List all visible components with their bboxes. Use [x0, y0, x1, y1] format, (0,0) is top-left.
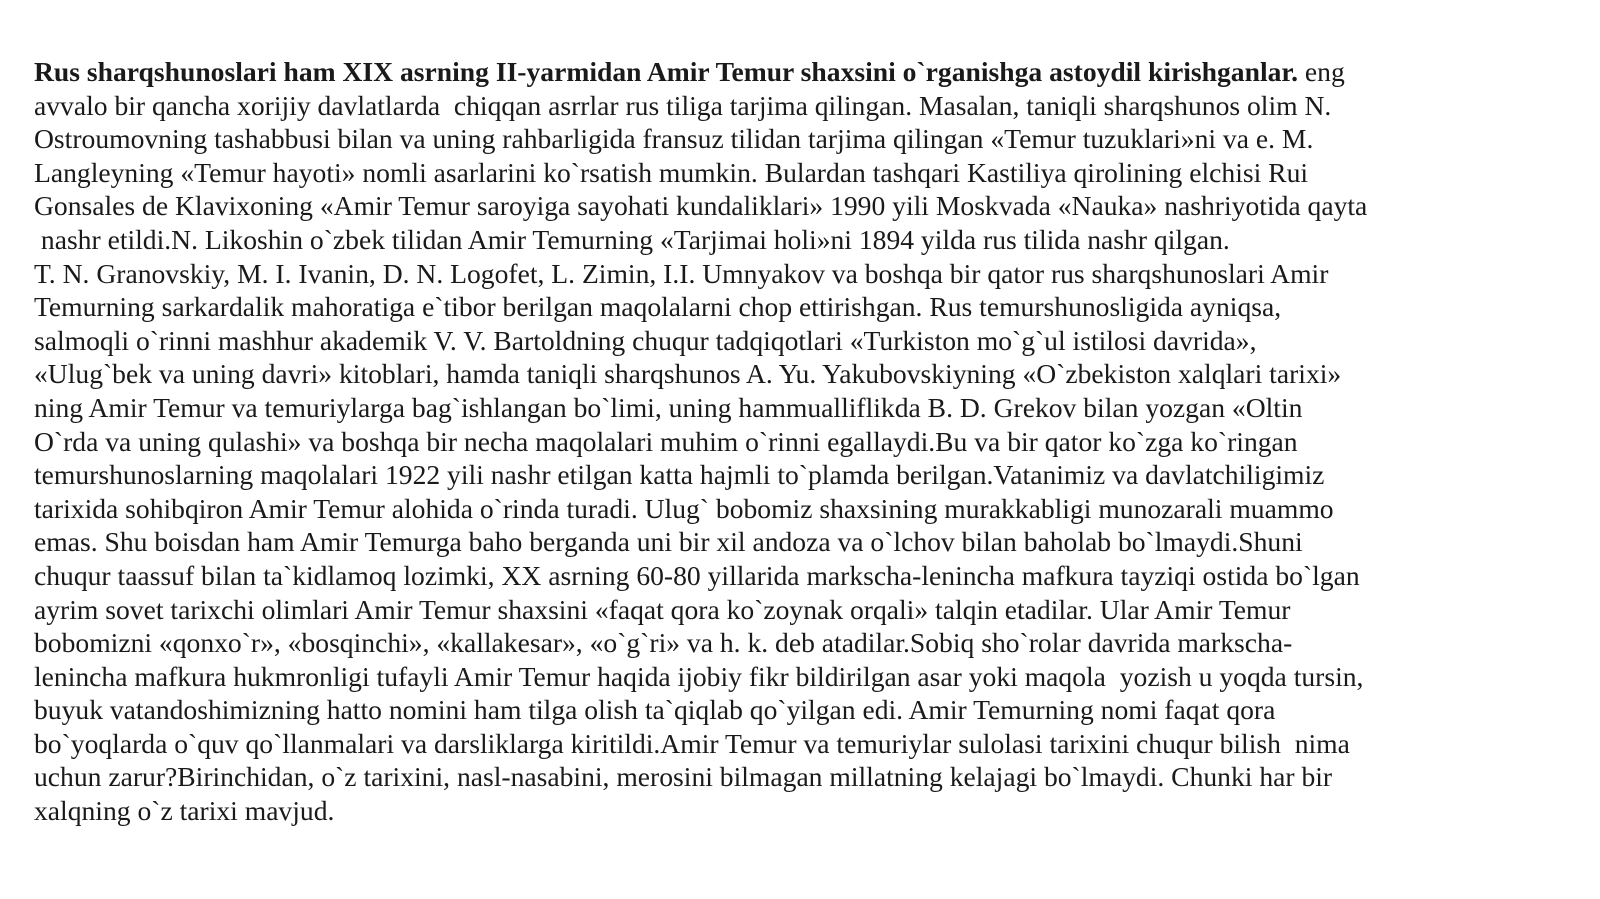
lead-continuation: eng: [1298, 56, 1345, 87]
text-line-2: avvalo bir qancha xorijiy davlatlarda chiqqan asrrlar rus tiliga tarjima qilingan. Masalan, taniqli sharqshunos olim N.: [34, 89, 1332, 121]
text-line-20: buyuk vatandoshimizning hatto nomini ham tilga olish ta`qiqlab qo`yilgan edi. Amir Temurning nomi faqat qora: [34, 694, 1276, 726]
text-line-6: nashr etildi.N. Likoshin o`zbek tilidan Amir Temurning «Tarjimai holi»ni 1894 yilda rus tilida nashr qilgan.: [34, 223, 1230, 255]
lead-sentence: Rus sharqshunoslari ham XIX asrning II-yarmidan Amir Temur shaxsini o`rganishga astoydil kirishganlar.: [34, 56, 1299, 87]
document-body: [34, 55, 1544, 828]
text-line-17: ayrim sovet tarixchi olimlari Amir Temur shaxsini «faqat qora ko`zoynak orqali» talqin etadilar. Ular Amir Temur: [34, 593, 1291, 625]
text-line-22: uchun zarur?Birinchidan, o`z tarixini, nasl-nasabini, merosini bilmagan millatning kelajagi bo`lmaydi. Chunki har bir: [34, 761, 1333, 793]
text-line-18: bobomizni «qonxo`r», «bosqinchi», «kallakesar», «o`g`ri» va h. k. deb atadilar.Sobiq sho`rolar davrida markscha-: [34, 627, 1293, 659]
text-line-23: xalqning o`z tarixi mavjud.: [34, 795, 335, 827]
text-line-4: Langleyning «Temur hayoti» nomli asarlarini ko`rsatish mumkin. Bulardan tashqari Kastiliya qirolining elchisi Rui: [34, 156, 1309, 188]
text-line-14: tarixida sohibqiron Amir Temur alohida o`rinda turadi. Ulug` bobomiz shaxsining murakkabligi munozarali muammo: [34, 492, 1334, 524]
text-line-1: [34, 55, 1544, 89]
text-line-3: Ostroumovning tashabbusi bilan va uning rahbarligida fransuz tilidan tarjima qilingan «Temur tuzuklari»ni va e. M.: [34, 123, 1314, 155]
text-line-15: emas. Shu boisdan ham Amir Temurga baho berganda uni bir xil andoza va o`lchov bilan baholab bo`lmaydi.Shuni: [34, 526, 1303, 558]
text-line-10: «Ulug`bek va uning davri» kitoblari, hamda taniqli sharqshunos A. Yu. Yakubovskiyning «O`zbekiston xalqlari tarixi»: [34, 358, 1342, 390]
text-line-9: salmoqli o`rinni mashhur akademik V. V. Bartoldning chuqur tadqiqotlari «Turkiston mo`g`ul istilosi davrida»,: [34, 324, 1257, 356]
text-line-19: lenincha mafkura hukmronligi tufayli Amir Temur haqida ijobiy fikr bildirilgan asar yoki maqola yozish u yoqda tursin,: [34, 660, 1364, 692]
text-line-5: Gonsales de Klavixoning «Amir Temur saroyiga sayohati kundaliklari» 1990 yili Moskvada «Nauka» nashriyotida qayta: [34, 190, 1368, 222]
text-line-8: Temurning sarkardalik mahoratiga e`tibor berilgan maqolalarni chop ettirishgan. Rus temurshunosligida ayniqsa,: [34, 291, 1282, 323]
text-line-16: chuqur taassuf bilan ta`kidlamoq lozimki, XX asrning 60-80 yillarida markscha-lenincha mafkura tayziqi ostida bo`lgan: [34, 559, 1360, 591]
text-line-11: ning Amir Temur va temuriylarga bag`ishlangan bo`limi, uning hammualliflikda B. D. Grekov bilan yozgan «Oltin: [34, 391, 1303, 423]
text-line-7: T. N. Granovskiy, M. I. Ivanin, D. N. Logofet, L. Zimin, I.I. Umnyakov va boshqa bir qator rus sharqshunoslari Amir: [34, 257, 1329, 289]
text-line-12: O`rda va uning qulashi» va boshqa bir necha maqolalari muhim o`rinni egallaydi.Bu va bir qator ko`zga ko`ringan: [34, 425, 1298, 457]
text-line-21: bo`yoqlarda o`quv qo`llanmalari va darsliklarga kiritildi.Amir Temur va temuriylar sulolasi tarixini chuqur bilish nima: [34, 727, 1350, 759]
text-line-13: temurshunoslarning maqolalari 1922 yili nashr etilgan katta hajmli to`plamda berilgan.Vatanimiz va davlatchiligimiz: [34, 459, 1325, 491]
